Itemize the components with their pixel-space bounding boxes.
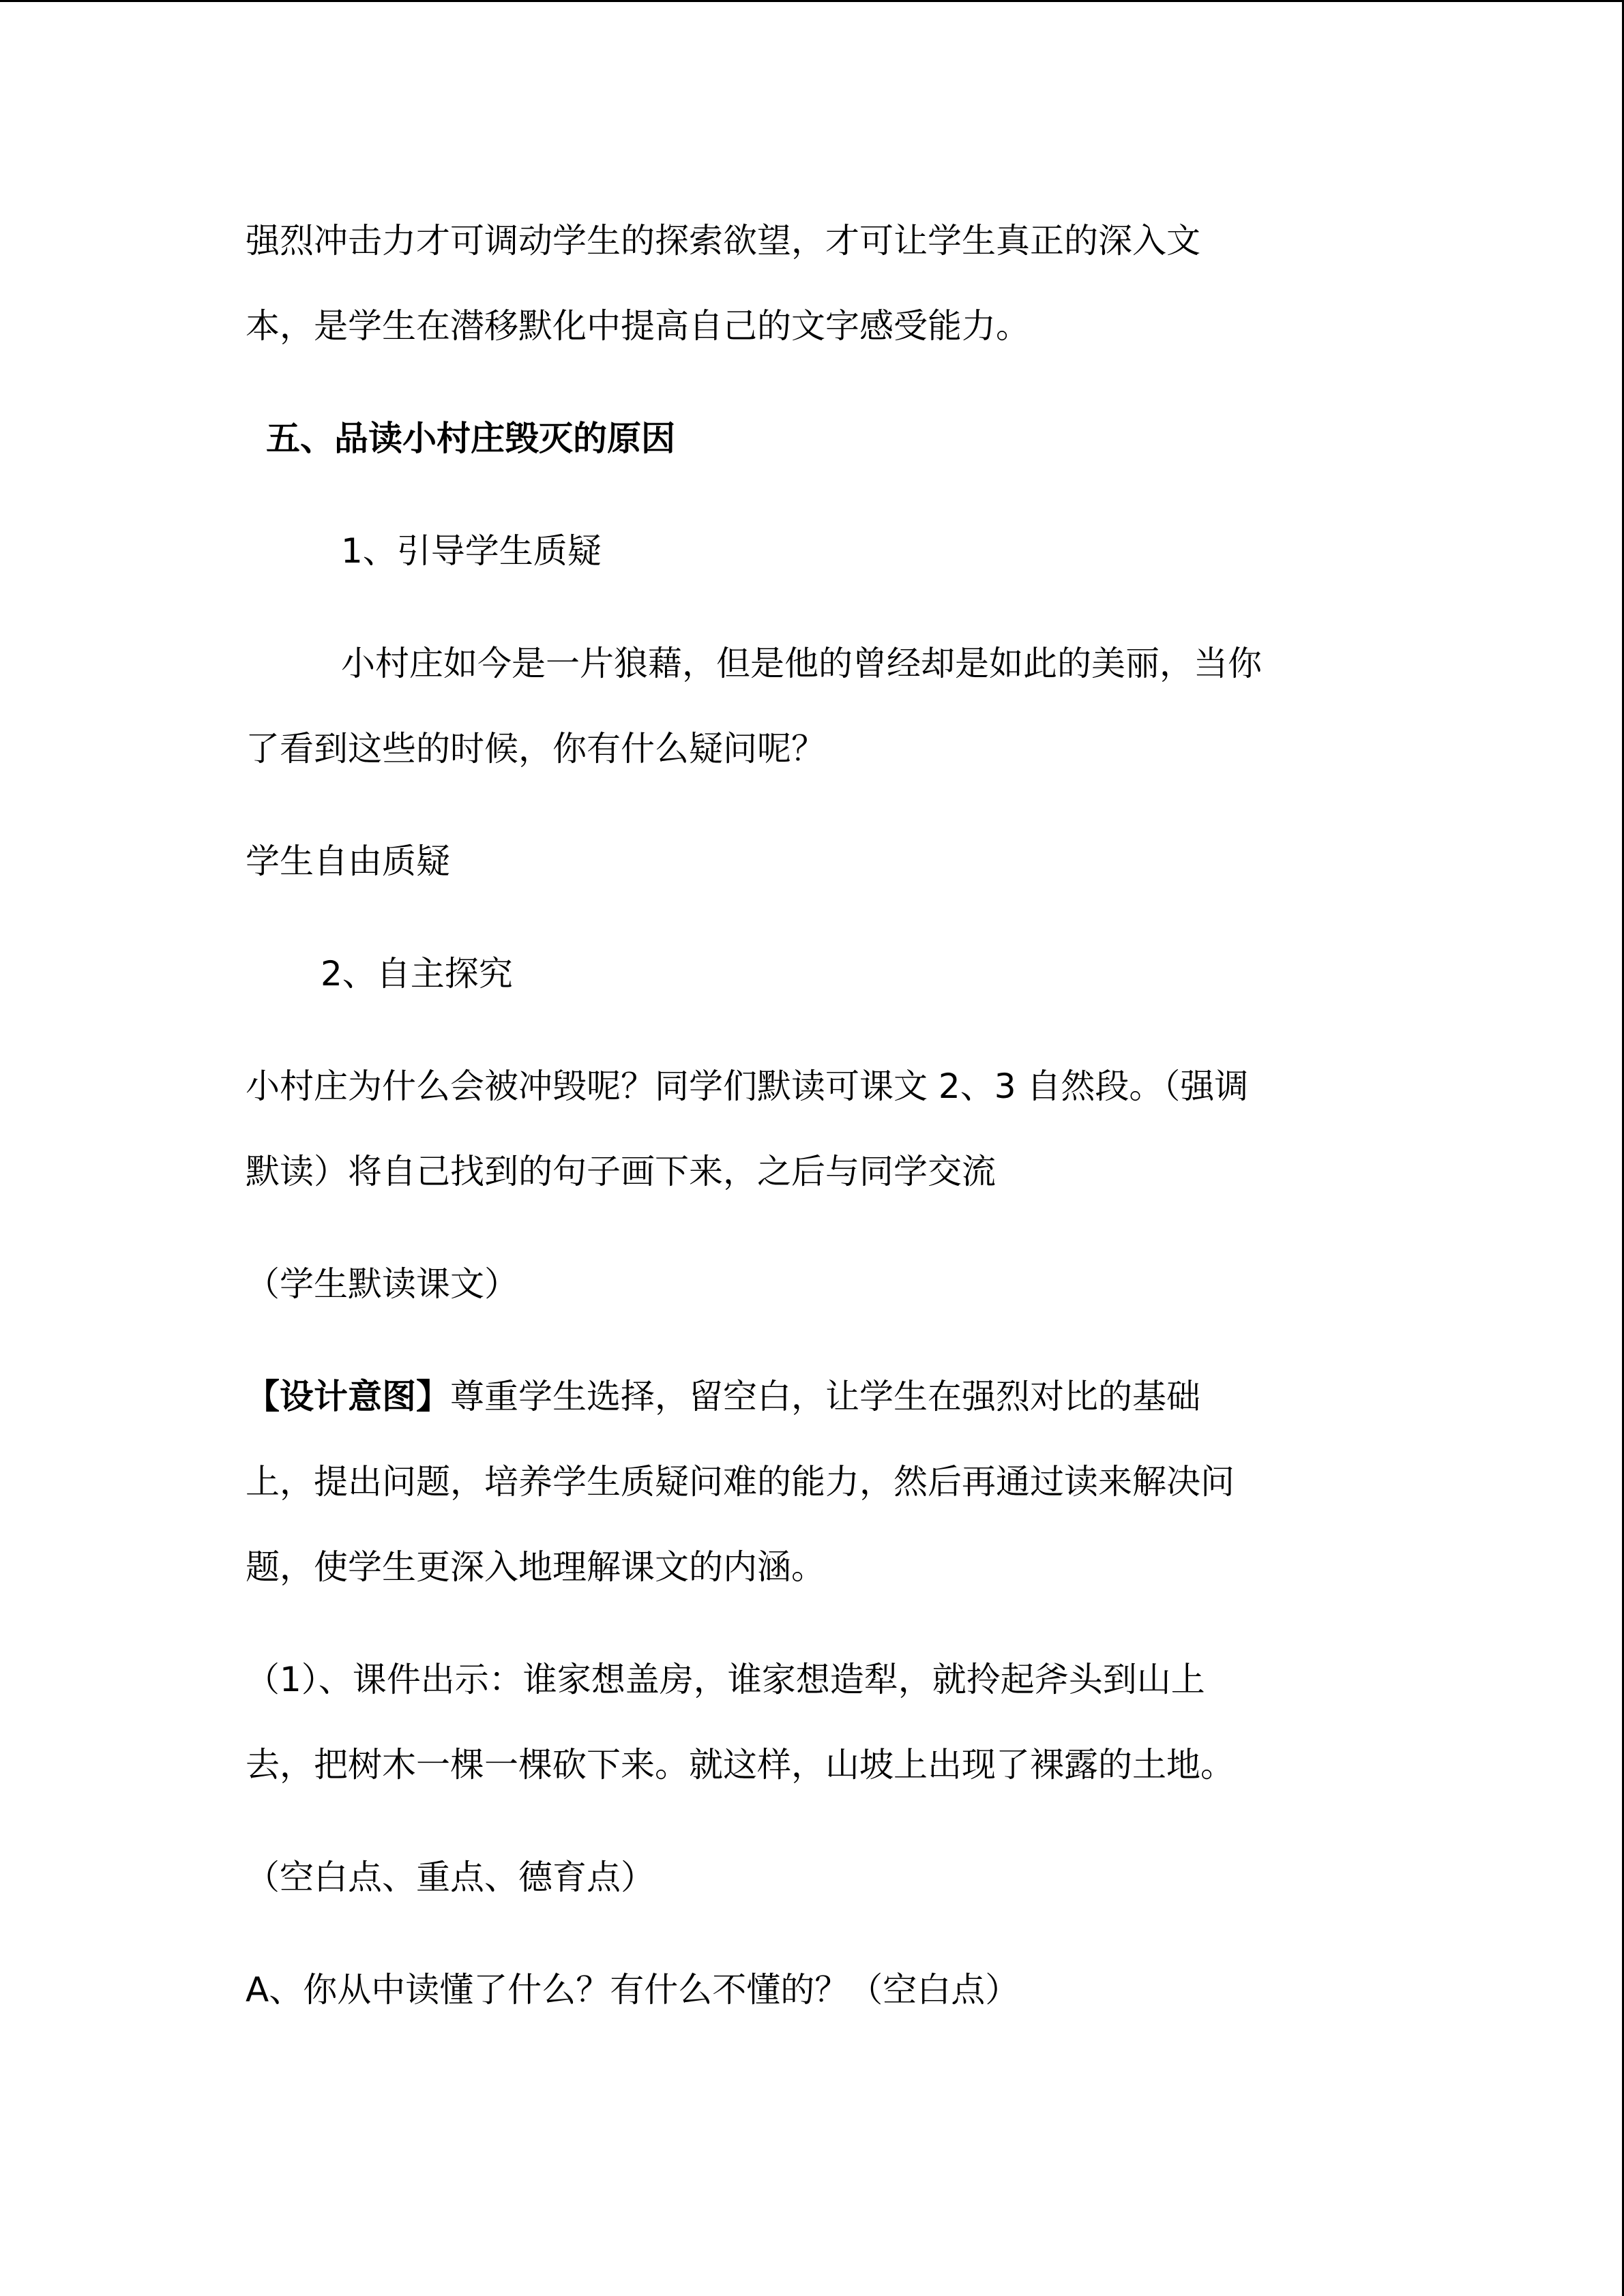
paragraph-line: 小村庄为什么会被冲毁呢？同学们默读可课文 2、3 自然段。（强调 — [246, 1067, 1249, 1106]
paragraph-line: A、你从中读懂了什么？有什么不懂的？（空白点） — [246, 1970, 1020, 2010]
design-intent-text: 尊重学生选择，留空白，让学生在强烈对比的基础 — [450, 1377, 1200, 1416]
paragraph-line: （1）、课件出示：谁家想盖房，谁家想造犁，就拎起斧头到山上 — [246, 1660, 1205, 1699]
section-heading: 五、品读小村庄毁灭的原因 — [266, 419, 675, 458]
paragraph-line: 小村庄如今是一片狼藉，但是他的曾经却是如此的美丽，当你 — [341, 644, 1262, 683]
paragraph-line: （学生默读课文） — [246, 1264, 518, 1304]
paragraph-line: 去，把树木一棵一棵砍下来。就这样，山坡上出现了裸露的土地。 — [246, 1745, 1235, 1785]
subsection-heading: 2、自主探究 — [321, 954, 513, 994]
design-intent-label: 【设计意图】 — [246, 1377, 450, 1416]
paragraph-line: 默读）将自己找到的句子画下来，之后与同学交流 — [246, 1152, 996, 1191]
paragraph-line: 本，是学生在潜移默化中提高自己的文字感受能力。 — [246, 306, 1030, 346]
paragraph-line: （空白点、重点、德育点） — [246, 1858, 655, 1897]
paragraph-line: 了看到这些的时候，你有什么疑问呢？ — [246, 729, 825, 769]
subsection-heading: 1、引导学生质疑 — [341, 531, 602, 571]
paragraph-line: 上，提出问题，培养学生质疑问难的能力，然后再通过读来解决问 — [246, 1462, 1235, 1502]
paragraph-line: 学生自由质疑 — [246, 841, 450, 881]
paragraph-line: 题，使学生更深入地理解课文的内涵。 — [246, 1547, 825, 1587]
paragraph-line: 强烈冲击力才可调动学生的探索欲望，才可让学生真正的深入文 — [246, 221, 1200, 260]
design-intent-line — [246, 1373, 1200, 1420]
